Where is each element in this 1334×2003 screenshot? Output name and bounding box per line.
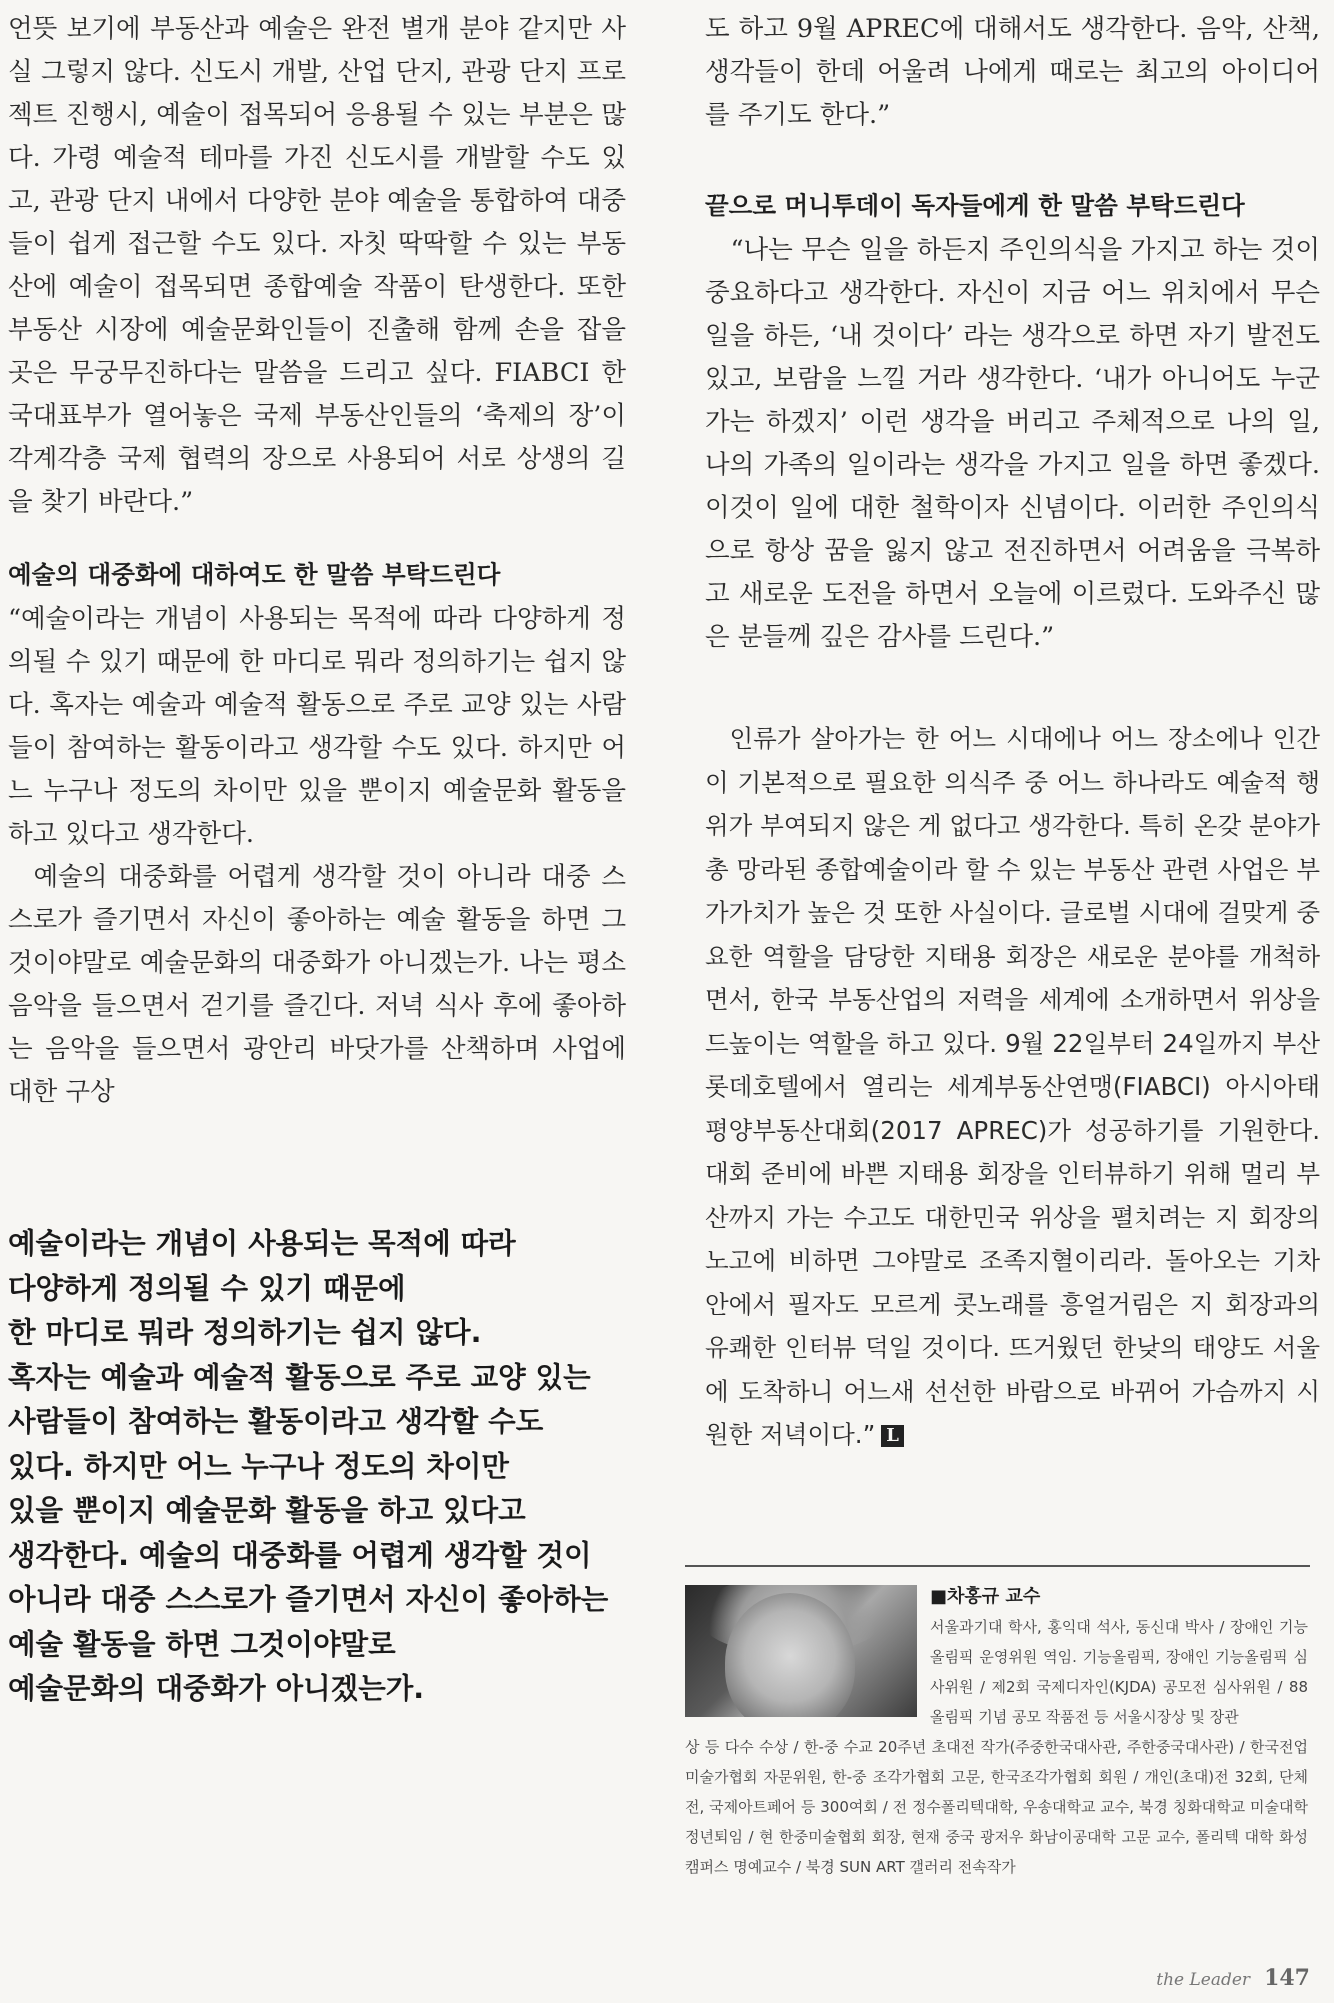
author-bio-top: 서울과기대 학사, 홍익대 석사, 동신대 박사 / 장애인 기능올림픽 운영위원 역임. 기능올림픽, 장애인 기능올림픽 심사위원 / 제2회 국제디자인(KJDA) 공모전 심사위원 / 88올림픽 기념 공모 작품전 등 서울시장상 및 장관: [930, 1618, 1308, 1726]
pull-quote-line: 있을 뿐이지 예술문화 활동을 하고 있다고: [8, 1494, 526, 1527]
readers-answer-paragraph: “나는 무슨 일을 하든지 주인의식을 가지고 하는 것이 중요하다고 생각한다. 자신이 지금 어느 위치에서 무슨 일을 하든, ‘내 것이다’ 라는 생각으로 하면 자기 발전도 있고, 보람을 느낄 거라 생각한다. ‘내가 아니어도 누군가는 하겠지’ 이런 생각을 버리고 주체적으로 나의 일, 나의 가족의 일이라는 생각을 가지고 일을 하면 좋겠다. 이것이 일에 대한 철학이자 신념이다. 이러한 주인의식으로 항상 꿈을 잃지 않고 전진하면서 어려움을 극복하고 새로운 도전을 하면서 오늘에 이르렀다. 도와주신 많은 분들께 깊은 감사를 드린다.”: [705, 235, 1320, 652]
answer-paragraph-1: “예술이라는 개념이 사용되는 목적에 따라 다양하게 정의될 수 있기 때문에 한 마디로 뭐라 정의하기는 쉽지 않다. 혹자는 예술과 예술적 활동으로 주로 교양 있는 사람들이 참여하는 활동이라고 생각할 수도 있다. 하지만 어느 누구나 정도의 차이만 있을 뿐이지 예술문화 활동을 하고 있다고 생각한다.: [8, 604, 626, 849]
pull-quote-line: 사람들이 참여하는 활동이라고 생각할 수도: [8, 1405, 544, 1438]
pull-quote-line: 한 마디로 뭐라 정의하기는 쉽지 않다.: [8, 1316, 482, 1349]
question-heading-popularization: 예술의 대중화에 대하여도 한 말씀 부탁드린다: [8, 560, 501, 589]
pull-quote-line: 아니라 대중 스스로가 즐기면서 자신이 좋아하는: [8, 1583, 609, 1616]
pull-quote-line: 다양하게 정의될 수 있기 때문에: [8, 1271, 406, 1305]
intro-paragraph: 언뜻 보기에 부동산과 예술은 완전 별개 분야 같지만 사실 그렇지 않다. 신도시 개발, 산업 단지, 관광 단지 프로젝트 진행시, 예술이 접목되어 응용될 수 있는 부분은 많다. 가령 예술적 테마를 가진 신도시를 개발할 수도 있고, 관광 단지 내에서 다양한 분야 예술을 통합하여 대중들이 쉽게 접근할 수도 있다. 자칫 딱딱할 수 있는 부동산에 예술이 접목되면 종합예술 작품이 탄생한다. 또한 부동산 시장에 예술문화인들이 진출해 함께 손을 잡을 곳은 무궁무진하다는 말씀을 드리고 싶다. FIABCI 한국대표부가 열어놓은 국제 부동산인들의 ‘축제의 장’이 각계각층 국제 협력의 장으로 사용되어 서로 상생의 길을 찾기 바란다.”: [8, 14, 626, 517]
author-bio-bottom: 상 등 다수 수상 / 한-중 수교 20주년 초대전 작가(주중한국대사관, 주한중국대사관) / 한국전업미술가협회 자문위원, 한-중 조각가협회 고문, 한국조각가협회 회원 / 개인(초대)전 32회, 단체전, 국제아트페어 등 300여회 / 전 정수폴리텍대학, 우송대학교 교수, 북경 칭화대학교 미술대학 정년퇴임 / 현 한중미술협회 회장, 현재 중국 광저우 화남이공대학 고문 교수, 폴리텍 대학 화성캠퍼스 명예교수 / 북경 SUN ART 갤러리 전속작가: [685, 1738, 1308, 1876]
bio-divider: [685, 1565, 1310, 1567]
right-column: [705, 8, 1320, 1457]
magazine-name: the Leader: [1156, 1970, 1251, 1990]
continued-paragraph: 도 하고 9월 APREC에 대해서도 생각한다. 음악, 산책, 생각들이 한데 어울려 나에게 때로는 최고의 아이디어를 주기도 한다.”: [705, 14, 1320, 130]
left-column: [8, 8, 626, 1114]
page-number: 147: [1264, 1965, 1310, 1991]
closing-paragraph: [705, 717, 1320, 1457]
page-footer: [1156, 1965, 1310, 1991]
pull-quote-line: 예술이라는 개념이 사용되는 목적에 따라: [8, 1227, 516, 1260]
closing-text: 인류가 살아가는 한 어느 시대에나 어느 장소에나 인간이 기본적으로 필요한 의식주 중 어느 하나라도 예술적 행위가 부여되지 않은 게 없다고 생각한다. 특히 온갖 분야가 총 망라된 종합예술이라 할 수 있는 부동산 관련 사업은 부가가치가 높은 것 또한 사실이다. 글로벌 시대에 걸맞게 중요한 역할을 담당한 지태용 회장은 새로운 분야를 개척하면서, 한국 부동산업의 저력을 세계에 소개하면서 위상을 드높이는 역할을 하고 있다. 9월 22일부터 24일까지 부산 롯데호텔에서 열리는 세계부동산연맹(FIABCI) 아시아태평양부동산대회(2017 APREC)가 성공하기를 기원한다. 대회 준비에 바쁜 지태용 회장을 인터뷰하기 위해 멀리 부산까지 가는 수고도 대한민국 위상을 펼치려는 지 회장의 노고에 비하면 그야말로 조족지혈이리라. 돌아오는 기차 안에서 필자도 모르게 콧노래를 흥얼거림은 지 회장과의 유쾌한 인터뷰 덕일 것이다. 뜨거웠던 한낮의 태양도 서울에 도착하니 어느새 선선한 바람으로 바뀌어 가슴까지 시원한 저녁이다.”: [705, 724, 1320, 1449]
author-name: ■차홍규 교수: [930, 1586, 1041, 1607]
pull-quote-line: 예술 활동을 하면 그것이야말로: [8, 1627, 396, 1661]
author-photo: [685, 1585, 917, 1717]
end-mark-icon: L: [881, 1425, 904, 1447]
pull-quote-line: 있다. 하지만 어느 누구나 정도의 차이만: [8, 1449, 509, 1483]
pull-quote: [8, 1222, 628, 1712]
pull-quote-line: 생각한다. 예술의 대중화를 어렵게 생각할 것이: [8, 1538, 592, 1572]
pull-quote-line: 혹자는 예술과 예술적 활동으로 주로 교양 있는: [8, 1360, 591, 1394]
question-heading-readers: 끝으로 머니투데이 독자들에게 한 말씀 부탁드린다: [705, 191, 1245, 220]
pull-quote-line: 예술문화의 대중화가 아니겠는가.: [8, 1672, 425, 1705]
answer-paragraph-2: 예술의 대중화를 어렵게 생각할 것이 아니라 대중 스스로가 즐기면서 자신이 좋아하는 예술 활동을 하면 그것이야말로 예술문화의 대중화가 아니겠는가. 나는 평소 음악을 들으면서 걷기를 즐긴다. 저녁 식사 후에 좋아하는 음악을 들으면서 광안리 바닷가를 산책하며 사업에 대한 구상: [8, 862, 626, 1107]
